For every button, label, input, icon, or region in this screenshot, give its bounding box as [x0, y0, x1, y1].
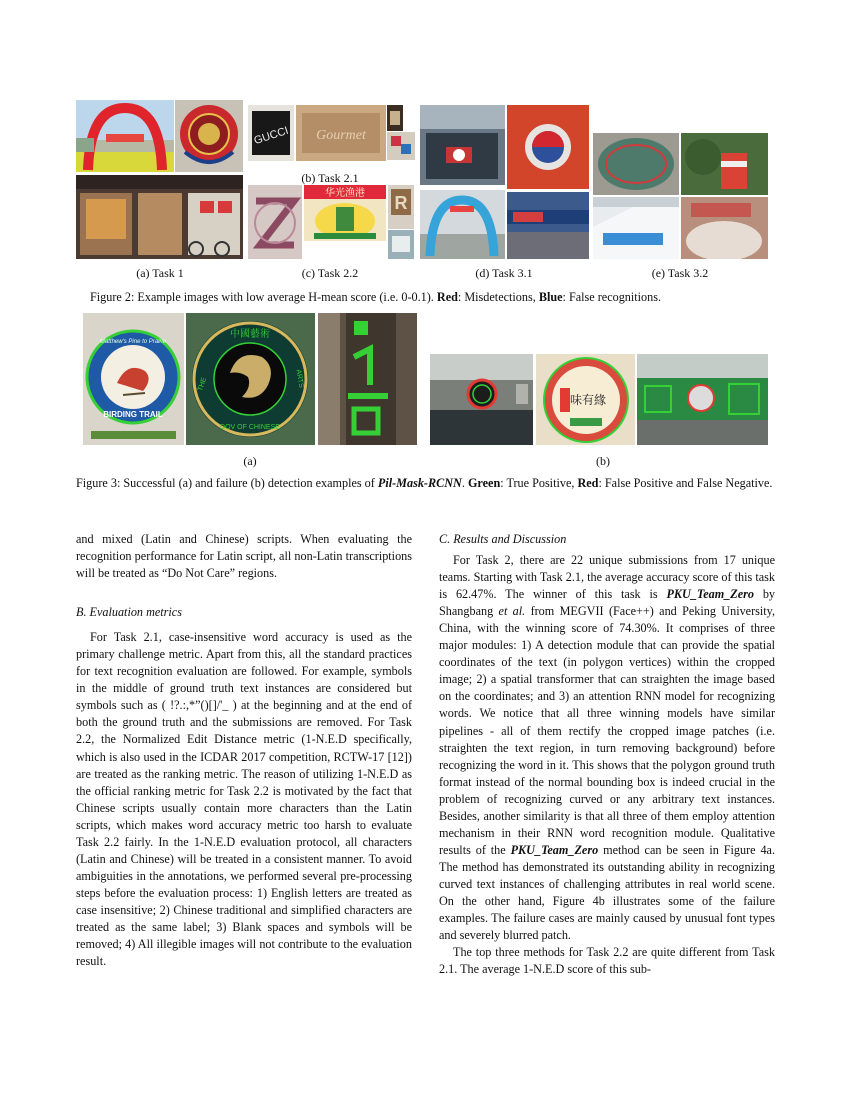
fig3-caption: Figure 3: Successful (a) and failure (b) detection examples of Pil-Mask-RCNN. Green: True Positive, Red: False Positive and False Negative. — [76, 476, 773, 490]
right-team-name-2: PKU_Team_Zero — [510, 842, 599, 857]
fig2-d-street-photo — [507, 192, 589, 259]
left-para-2: For Task 2.1, case-insensitive word accuracy is used as the primary challenge metric. Apart from this, all the standard practices for text recognition evaluation are followed. For example, symbols in the middle of ground truth text instances are considered but symbols such as ( !?.:,*”()[]/'_ ) at the beginning and at the end of both the ground truth and the submissions are removed. For Task 2.2, the Normalized Edit Distance metric (1-N.E.D specifically, which is also used in the ICDAR 2017 competition, RCTW-17 [12]) are treated as the ranking metric. The reason of utilizing 1-N.E.D as the official ranking metric for Task 2.2 is motivated by the fact that Chinese scripts usually contain more characters than the Latin scripts, which makes word accuracy metric too harsh to evaluate Task 2.2 fairly. In the 1-N.E.D evaluation protocol, all characters (Latin and Chinese) will be treated in a consistent manner. To avoid ambiguities in the annotations, we performed several pre-processing steps before the evaluation process: 1) English letters are treated as case insensitive; 2) Chinese traditional and simplified characters are treated as the same label; 3) Blank spaces and symbols will be removed; 4) All illegible images will not contribute to the evaluation result. — [76, 630, 412, 969]
fig3-caption-red: Red — [577, 476, 599, 490]
fig2-b-gucci-photo — [248, 105, 294, 161]
fig2-a-arch-photo — [76, 100, 174, 172]
fig2-e-barrel-photo — [681, 133, 768, 195]
left-column — [76, 531, 412, 970]
fig2-caption-blue-desc: : False recognitions. — [562, 290, 662, 304]
fig2-c-letter-photo — [248, 185, 302, 259]
right-para-2: The top three methods for Task 2.2 are quite different from Task 2.1. The average 1-N.E.D score of this sub- — [439, 945, 775, 977]
fig3-caption-text: Successful (a) and failure (b) detection examples of — [123, 476, 375, 490]
fig3-b-building-photo — [430, 354, 533, 445]
fig3-a-patch-right-text: ARTS — [294, 368, 305, 389]
fig2-a-shop-photo — [76, 175, 243, 259]
fig2-caption-red: Red — [436, 290, 458, 304]
fig3-sub-b: (b) — [596, 454, 610, 468]
fig3-b-plate-photo — [536, 354, 635, 445]
fig2-a-badge-photo — [175, 100, 243, 172]
section-b-heading: B. Evaluation metrics — [76, 605, 182, 620]
fig2-sub-e: (e) Task 3.2 — [651, 266, 709, 280]
fig2-caption — [90, 289, 770, 306]
fig3-a-patch-top-text: 中國藝術 — [230, 329, 270, 340]
fig3-b-shopfront-photo — [637, 354, 768, 445]
fig3-a-patch-left-text: THE — [196, 376, 209, 393]
fig2-sub-b: (b) Task 2.1 — [301, 171, 359, 185]
fig2-e-manhole-photo — [593, 133, 679, 195]
fig3-sub-a: (a) — [243, 454, 257, 468]
fig2-caption-label: Figure 2: — [90, 290, 135, 304]
fig3-a-bird-bottom-text: BIRDING TRAIL — [103, 410, 163, 419]
fig2-c-chinese-text: 华光渔港 — [325, 188, 365, 199]
right-para-1 — [439, 552, 775, 944]
fig2-sub-c: (c) Task 2.2 — [301, 266, 359, 280]
fig3-b-plate-text: 味有緣 — [569, 393, 607, 407]
right-para-1-a: For Task 2, there are 22 unique submissions from 17 unique teams. Starting with Task 2.1, the average accuracy score of this task is 62.47%. The winner of this task is — [439, 553, 775, 602]
right-column — [439, 531, 775, 978]
fig2-e-truck-photo — [593, 197, 679, 259]
fig3-caption-method: Pil-Mask-RCNN — [377, 476, 462, 490]
fig3-caption-label: Figure 3: — [76, 476, 121, 490]
fig2-d-building-photo — [420, 105, 505, 185]
right-para-1-b: by Shangbang — [439, 587, 776, 619]
fig3-caption-red-desc: : False Positive and False Negative. — [598, 476, 773, 490]
fig2-b-small-photo-1 — [387, 105, 403, 131]
fig2-e-round-sign-photo — [681, 197, 768, 259]
fig3-a-bird-top-text: Matthew's Pine to Prairie — [99, 339, 167, 345]
right-para-1-c: from MEGVII (Face++) and Peking University, China, with the winning score of 74.30%. It comprises of three major modules: 1) A detection module that can provide the spatial coordinates of the text (in polygon vertices) within the cropped image; 2) a spatial transformer that can straighten the image based on the coordinates; and 3) an attention RNN model for recognizing words. We notice that all three winning models have similar pipelines - all of them rectify the cropped image patches (i.e. straighten the text region, in turn removing background) before recognizing the word in it. This shows that the polygon ground truth format instead of the normal bounding box is indeed crucial in the problem of recognizing curved or any arbitrary text instances. Besides, another similarity is that all three of them employ attention mechanism in their RNN word recognition module. Qualitative results of the — [439, 604, 776, 857]
fig3-a-neon-photo — [318, 313, 417, 445]
section-c-heading: C. Results and Discussion — [439, 532, 567, 546]
right-para-1-d: method can be seen in Figure 4a. The method has demonstrated its outstanding ability in recognizing curved text instances of challenging attributes in real world scene. On the other hand, Figure 4b illustrates some of the failure examples. The failure cases are mainly caused by unusual font types and severely blurred patch. — [439, 842, 776, 943]
left-para-1: and mixed (Latin and Chinese) scripts. When evaluating the recognition performance for Latin script, all non-Latin transcriptions will be treated as “Do Not Care” regions. — [76, 532, 412, 581]
fig2-c-small-photo — [388, 230, 414, 259]
right-et-al: et al. — [498, 604, 526, 619]
right-team-name-1: PKU_Team_Zero — [666, 587, 754, 602]
fig2-sub-a: (a) Task 1 — [136, 266, 184, 280]
fig2-b-sign-text: Gourmet — [316, 128, 366, 143]
fig3-a-patch-photo — [186, 313, 315, 445]
fig2-c-chinese-sign-photo — [304, 185, 386, 241]
fig2-d-logo-photo — [507, 105, 589, 189]
fig2-b-sign-photo — [296, 105, 386, 161]
fig3-a-patch-bottom-text: DOV OF CHINESE — [220, 424, 280, 431]
fig2-caption-text: Example images with low average H-mean score (i.e. 0-0.1). — [137, 290, 434, 304]
fig2-c-r-photo — [388, 185, 414, 229]
fig2-c-r-text: R — [394, 193, 408, 213]
fig2-b-gucci-text: GUCCI — [252, 124, 291, 148]
fig2-caption-blue: Blue — [538, 290, 563, 304]
fig3-caption-green: Green — [467, 476, 501, 490]
fig3-caption-green-desc: : True Positive, — [500, 476, 575, 490]
fig2-caption-red-desc: : Misdetections, — [457, 290, 536, 304]
fig3-a-bird-photo — [83, 313, 184, 445]
fig2-sub-d: (d) Task 3.1 — [475, 266, 533, 280]
fig2-d-arch-photo — [420, 190, 505, 259]
fig2-b-small-photo-2 — [387, 132, 415, 160]
